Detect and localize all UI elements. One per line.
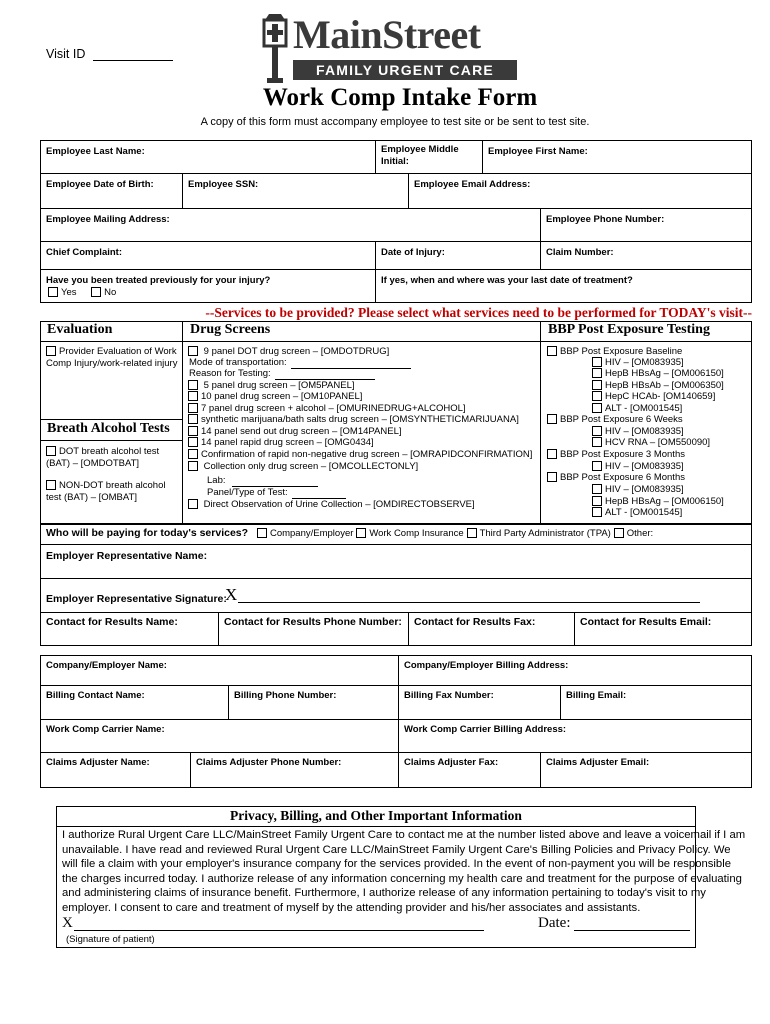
drug-option-collection-only[interactable]: Collection only drug screen – [OMCOLLECTONLY] [188, 461, 418, 473]
privacy-line: unavailable. I have read and reviewed Rural Urgent Care LLC/MainStreet Family Urgent Care's Billing Policies and Privacy Policy. We [62, 843, 731, 856]
provider-evaluation-option[interactable]: Provider Evaluation of Work Comp Injury/work-related injury [46, 346, 178, 369]
rep-signature-label: Employer Representative Signature: [46, 593, 227, 605]
bbp-6months-hiv-checkbox[interactable] [592, 484, 602, 494]
privacy-line: I authorize Rural Urgent Care LLC/MainStreet Family Urgent Care to contact me at the number listed above and leave a voicemail if I am [62, 829, 746, 841]
signature-caption: (Signature of patient) [66, 934, 155, 945]
payer-company-checkbox[interactable] [257, 528, 267, 538]
collection-only-checkbox[interactable] [188, 461, 198, 471]
claim-number-field[interactable]: Claim Number: [546, 247, 614, 258]
mode-of-transportation-field[interactable]: Mode of transportation: [189, 357, 411, 369]
payer-other-checkbox[interactable] [614, 528, 624, 538]
bbp-heading: BBP Post Exposure Testing [548, 322, 710, 337]
reason-for-testing-field[interactable]: Reason for Testing: [189, 368, 375, 380]
payer-tpa-label: Third Party Administrator (TPA) [479, 528, 611, 539]
rep-name-field[interactable]: Employer Representative Name: [46, 550, 208, 562]
bbp-baseline-hiv[interactable]: HIV – [OM083935] [592, 357, 684, 369]
bbp-baseline-option[interactable]: BBP Post Exposure Baseline [547, 346, 682, 358]
payer-other-label: Other: [626, 528, 654, 539]
adjuster-fax-field[interactable]: Claims Adjuster Fax: [404, 757, 499, 768]
adjuster-name-field[interactable]: Claims Adjuster Name: [46, 757, 150, 768]
dot-bat-checkbox[interactable] [46, 446, 56, 456]
payer-question [46, 527, 653, 539]
drug-option-10panel[interactable]: 10 panel drug screen – [OM10PANEL] [188, 391, 362, 403]
drug-option-14panel-rapid[interactable]: 14 panel rapid drug screen – [OMG0434] [188, 437, 374, 449]
patient-signature-line[interactable] [74, 930, 484, 931]
payer-tpa-checkbox[interactable] [467, 528, 477, 538]
employee-ssn-field[interactable]: Employee SSN: [188, 179, 259, 190]
billing-phone-field[interactable]: Billing Phone Number: [234, 690, 337, 701]
bbp-6weeks-hcv[interactable]: HCV RNA – [OM550090] [592, 437, 710, 449]
bbp-6months-alt-checkbox[interactable] [592, 507, 602, 517]
contact-email-field[interactable]: Contact for Results Email: [580, 616, 712, 628]
bbp-6weeks-hiv[interactable]: HIV – [OM083935] [592, 426, 684, 438]
7panel-checkbox[interactable] [188, 403, 198, 413]
contact-phone-field[interactable]: Contact for Results Phone Number: [224, 616, 402, 628]
last-treatment-field[interactable]: If yes, when and where was your last date of treatment? [381, 275, 633, 286]
adjuster-email-field[interactable]: Claims Adjuster Email: [546, 757, 650, 768]
bbp-baseline-hepc[interactable]: HepC HCAb- [OM140659] [592, 391, 715, 403]
treated-previously-label: Have you been treated previously for your injury? [46, 275, 271, 286]
bbp-baseline-hbsag[interactable]: HepB HBsAg – [OM006150] [592, 368, 724, 380]
bbp-6weeks-checkbox[interactable] [547, 414, 557, 424]
brand-tagline: FAMILY URGENT CARE [293, 60, 517, 80]
rep-signature-line[interactable] [238, 602, 700, 603]
drug-option-direct-observation[interactable]: Direct Observation of Urine Collection – [OMDIRECTOBSERVE] [188, 499, 475, 511]
visit-id-label: Visit ID [46, 47, 86, 61]
bbp-6months-checkbox[interactable] [547, 472, 557, 482]
carrier-name-field[interactable]: Work Comp Carrier Name: [46, 724, 165, 735]
contact-fax-field[interactable]: Contact for Results Fax: [414, 616, 536, 628]
employee-dob-field[interactable]: Employee Date of Birth: [46, 179, 154, 190]
dot9-checkbox[interactable] [188, 346, 198, 356]
visit-id-line [93, 60, 173, 61]
employee-last-name-field[interactable]: Employee Last Name: [46, 146, 145, 157]
date-of-injury-field[interactable]: Date of Injury: [381, 247, 445, 258]
privacy-body [62, 828, 745, 915]
payer-company-label: Company/Employer [269, 528, 354, 539]
drug-option-5panel[interactable]: 5 panel drug screen – [OM5PANEL] [188, 380, 355, 392]
nondot-bat-checkbox[interactable] [46, 480, 56, 490]
dot-bat-option[interactable]: DOT breath alcohol test (BAT) – [OMDOTBAT] [46, 446, 160, 469]
carrier-address-field[interactable]: Work Comp Carrier Billing Address: [404, 724, 567, 735]
date-label: Date: [538, 915, 571, 931]
bbp-baseline-checkbox[interactable] [547, 346, 557, 356]
employee-phone-field[interactable]: Employee Phone Number: [546, 214, 665, 225]
rep-signature-x: X [225, 585, 238, 604]
confirmation-checkbox[interactable] [188, 449, 198, 459]
bbp-baseline-alt[interactable]: ALT - [OM001545] [592, 403, 682, 415]
visit-id-field[interactable] [46, 47, 173, 61]
employee-mailing-address-field[interactable]: Employee Mailing Address: [46, 214, 170, 225]
billing-fax-field[interactable]: Billing Fax Number: [404, 690, 494, 701]
form-subtitle: A copy of this form must accompany employee to test site or be sent to test site. [200, 116, 590, 128]
payer-workcomp-checkbox[interactable] [356, 528, 366, 538]
bbp-6months-option[interactable]: BBP Post Exposure 6 Months [547, 472, 685, 484]
evaluation-heading: Evaluation [47, 322, 113, 337]
lamp-post-icon [255, 12, 295, 84]
payer-question-label: Who will be paying for today's services? [46, 527, 249, 539]
privacy-heading: Privacy, Billing, and Other Important Information [230, 808, 522, 823]
bbp-3months-hiv[interactable]: HIV – [OM083935] [592, 461, 684, 473]
bbp-baseline-hbsab[interactable]: HepB HBsAb – [OM006350] [592, 380, 724, 392]
5panel-checkbox[interactable] [188, 380, 198, 390]
14panel-rapid-checkbox[interactable] [188, 437, 198, 447]
mainstreet-logo [255, 12, 517, 84]
bbp-6months-hbsag[interactable]: HepB HBsAg – [OM006150] [592, 496, 724, 508]
drug-option-dot9[interactable]: 9 panel DOT drug screen – [OMDOTDRUG] [188, 346, 389, 358]
brand-name: MainStreet [293, 12, 481, 57]
drug-option-confirmation[interactable]: Confirmation of rapid non-negative drug screen – [OMRAPIDCONFIRMATION] [188, 449, 532, 461]
bbp-3months-option[interactable]: BBP Post Exposure 3 Months [547, 449, 685, 461]
bbp-baseline-hbsab-checkbox[interactable] [592, 380, 602, 390]
bbp-6months-hiv[interactable]: HIV – [OM083935] [592, 484, 684, 496]
patient-signature-x: X [62, 915, 73, 931]
drug-option-14panel-sendout[interactable]: 14 panel send out drug screen – [OM14PANEL] [188, 426, 402, 438]
privacy-line: will file a claim with your employer's insurance company for the services provided. In the event of non-payment you will be responsible [62, 858, 731, 870]
bbp-baseline-alt-checkbox[interactable] [592, 403, 602, 413]
privacy-line: the charges incurred today. I authorize release of any information concerning my health care and treatment for the purpose of evaluating [62, 872, 742, 885]
bbp-3months-checkbox[interactable] [547, 449, 557, 459]
no-label: No [104, 287, 117, 298]
bbp-3months-hiv-checkbox[interactable] [592, 461, 602, 471]
bbp-baseline-hepc-checkbox[interactable] [592, 391, 602, 401]
drug-option-synthetic[interactable]: synthetic marijuana/bath salts drug screen – [OMSYNTHETICMARIJUANA] [188, 414, 519, 426]
employee-first-name-field[interactable]: Employee First Name: [488, 146, 588, 157]
date-line[interactable] [574, 930, 690, 931]
billing-email-field[interactable]: Billing Email: [566, 690, 627, 701]
no-checkbox[interactable] [91, 287, 101, 297]
synthetic-checkbox[interactable] [188, 414, 198, 424]
services-banner: --Services to be provided? Please select what services need to be performed for TODAY's visit-- [205, 305, 752, 320]
chief-complaint-field[interactable]: Chief Complaint: [46, 247, 122, 258]
contact-name-field[interactable]: Contact for Results Name: [46, 616, 178, 628]
bbp-6weeks-hcv-checkbox[interactable] [592, 437, 602, 447]
bbp-6weeks-hiv-checkbox[interactable] [592, 426, 602, 436]
employee-middle-initial-field[interactable]: Employee Middle Initial: [381, 144, 459, 167]
bbp-baseline-hbsag-checkbox[interactable] [592, 368, 602, 378]
form-title: Work Comp Intake Form [262, 84, 538, 111]
bbp-baseline-hiv-checkbox[interactable] [592, 357, 602, 367]
nondot-bat-option[interactable]: NON-DOT breath alcohol test (BAT) – [OMBAT] [46, 480, 166, 503]
adjuster-phone-field[interactable]: Claims Adjuster Phone Number: [196, 757, 342, 768]
yes-checkbox[interactable] [48, 287, 58, 297]
bbp-6months-hbsag-checkbox[interactable] [592, 496, 602, 506]
treated-previously-options [48, 287, 116, 298]
billing-section [40, 655, 752, 788]
lab-field[interactable]: Lab: [207, 475, 318, 487]
payer-workcomp-label: Work Comp Insurance [369, 528, 464, 539]
employee-email-field[interactable]: Employee Email Address: [414, 179, 531, 190]
10panel-checkbox[interactable] [188, 391, 198, 401]
company-address-field[interactable]: Company/Employer Billing Address: [404, 660, 569, 671]
provider-evaluation-checkbox[interactable] [46, 346, 56, 356]
company-name-field[interactable]: Company/Employer Name: [46, 660, 167, 671]
14panel-sendout-checkbox[interactable] [188, 426, 198, 436]
direct-observation-checkbox[interactable] [188, 499, 198, 509]
yes-label: Yes [61, 287, 77, 298]
drug-option-7panel[interactable]: 7 panel drug screen + alcohol – [OMURINEDRUG+ALCOHOL] [188, 403, 466, 415]
privacy-line: employer. I consent to care and treatment of myself by the attending provider and his/her associates and assistants. [62, 901, 641, 914]
billing-contact-field[interactable]: Billing Contact Name: [46, 690, 145, 701]
breath-alcohol-heading: Breath Alcohol Tests [47, 421, 170, 436]
panel-type-field[interactable]: Panel/Type of Test: [207, 487, 346, 499]
privacy-line: and administering claims of insurance benefit. Furthermore, I authorize release of any information pertaining to today's visit to my [62, 887, 706, 899]
bbp-6weeks-option[interactable]: BBP Post Exposure 6 Weeks [547, 414, 683, 426]
drug-screens-heading: Drug Screens [190, 322, 271, 337]
bbp-6months-alt[interactable]: ALT - [OM001545] [592, 507, 682, 519]
